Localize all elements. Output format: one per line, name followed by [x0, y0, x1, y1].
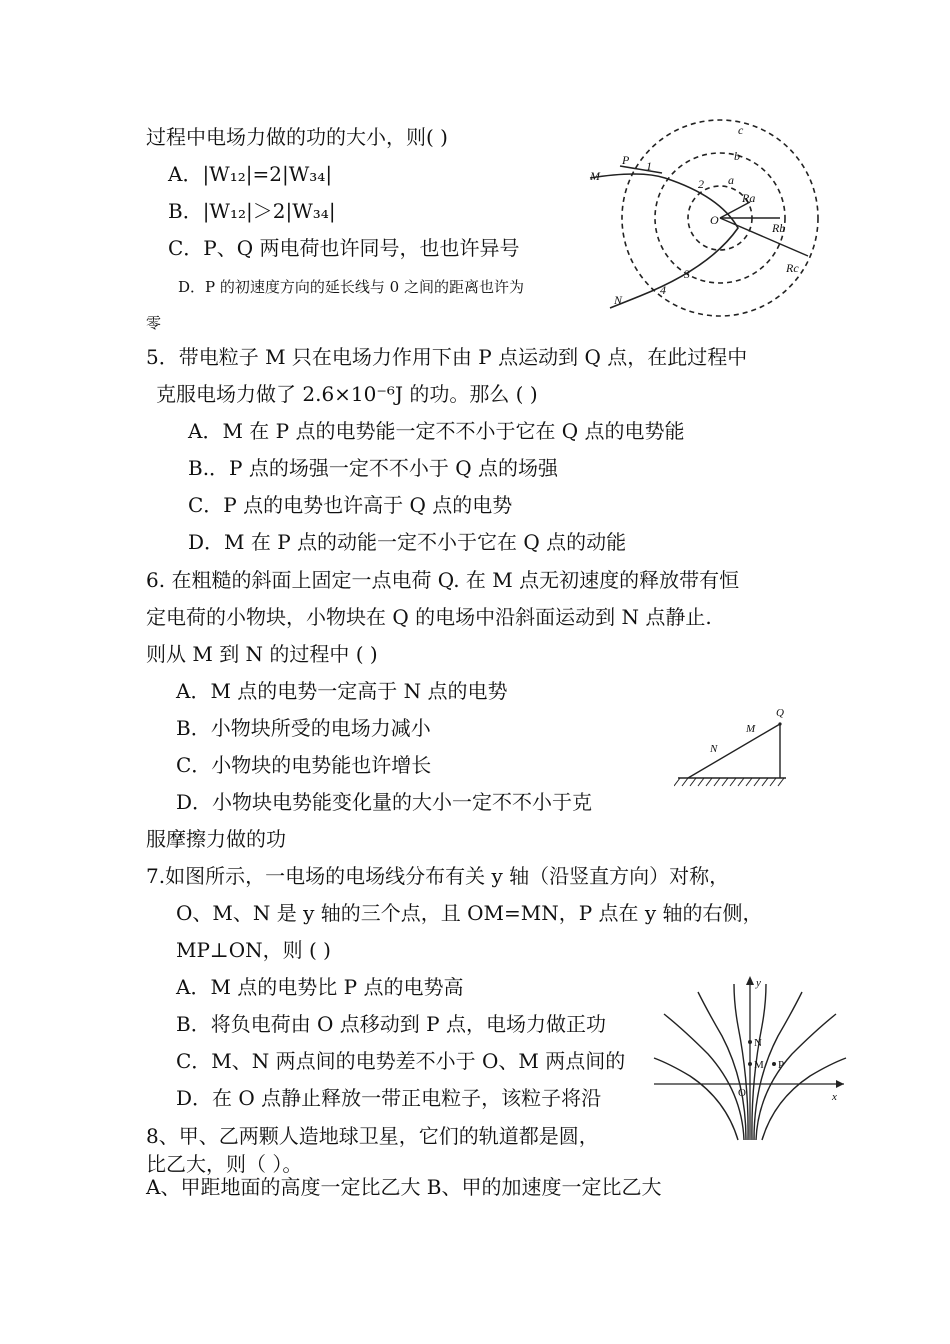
option-d-cont: 零: [146, 314, 162, 332]
question-6-cont2: 则从 M 到 N 的过程中 ( ): [146, 642, 378, 666]
fig1-label: P: [622, 153, 630, 167]
q7-option-c: C．M、N 两点间的电势差不小于 O、M 两点间的: [176, 1049, 626, 1073]
q6-option-d: D．小物块电势能变化量的大小一定不不小于克: [176, 790, 593, 814]
q7-option-d: D．在 O 点静止释放一带正电粒子，该粒子将沿: [176, 1086, 602, 1110]
q7-option-a: A．M 点的电势比 P 点的电势高: [176, 975, 464, 999]
fig1-label: Rc: [786, 261, 799, 275]
fig1-label: b: [734, 149, 740, 163]
fig3-label: N: [754, 1037, 762, 1049]
q6-option-d-cont: 服摩擦力做的功: [146, 827, 286, 851]
fig1-label: N: [614, 293, 623, 307]
incline-figure: [674, 702, 790, 792]
question-6-cont: 定电荷的小物块，小物块在 Q 的电场中沿斜面运动到 N 点静止.: [146, 605, 712, 629]
fig1-label: c: [738, 123, 744, 137]
q6-option-b: B．小物块所受的电场力减小: [176, 716, 431, 740]
question-8: 8、甲、乙两颗人造地球卫星，它们的轨道都是圆，: [146, 1124, 599, 1148]
question-7-cont2: MP⊥ON，则 ( ): [176, 938, 331, 962]
q5-option-c: C．P 点的电势也许高于 Q 点的电势: [188, 493, 513, 517]
q6-option-c: C．小物块的电势能也许增长: [176, 753, 432, 777]
fig2-label: M: [746, 723, 756, 735]
fig3-label: P: [778, 1059, 785, 1071]
fig1-label: 4: [660, 283, 666, 297]
fig1-label: 2: [698, 177, 704, 191]
question-7: 7.如图所示，一电场的电场线分布有关 y 轴（沿竖直方向）对称，: [146, 864, 730, 888]
fig1-label: 1: [646, 159, 652, 173]
fig3-label: M: [754, 1059, 764, 1071]
fig1-label: Ra: [742, 191, 756, 205]
option-d: D．P 的初速度方向的延长线与 0 之间的距离也许为: [178, 278, 524, 296]
q5-option-b: B.．P 点的场强一定不不小于 Q 点的场强: [188, 456, 558, 480]
fig3-label: y: [756, 977, 761, 989]
q6-option-a: A．M 点的电势一定高于 N 点的电势: [176, 679, 508, 703]
q7-option-b: B．将负电荷由 O 点移动到 P 点，电场力做正功: [176, 1012, 606, 1036]
option-a: A．|W₁₂|=2|W₃₄|: [168, 162, 333, 186]
equipotential-figure: [580, 118, 820, 318]
question-5-cont: 克服电场力做了 2.6×10⁻⁶J 的功。那么 ( ): [156, 382, 538, 406]
q8-options: A、甲距地面的高度一定比乙大 B、甲的加速度一定比乙大: [146, 1175, 662, 1199]
fig1-label: a: [728, 173, 734, 187]
question-8-cont: 比乙大，则（ ）。: [146, 1152, 303, 1176]
question-5: 5．带电粒子 M 只在电场力作用下由 P 点运动到 Q 点，在此过程中: [146, 345, 748, 369]
question-7-cont: O、M、N 是 y 轴的三个点，且 OM=MN，P 点在 y 轴的右侧，: [176, 901, 763, 925]
field-lines-figure: [646, 972, 856, 1142]
option-b: B．|W₁₂|＞2|W₃₄|: [168, 199, 336, 223]
fig1-label: O: [710, 213, 719, 227]
fig2-label: N: [710, 743, 718, 755]
fig2-label: Q: [776, 707, 784, 719]
text-line: 过程中电场力做的功的大小，则( ): [146, 125, 448, 149]
option-c: C．P、Q 两电荷也许同号，也也许异号: [168, 236, 520, 260]
fig1-label: M: [590, 169, 600, 183]
q5-option-d: D．M 在 P 点的动能一定不小于它在 Q 点的动能: [188, 530, 627, 554]
fig3-label: x: [832, 1091, 837, 1103]
fig1-label: 3: [684, 267, 690, 281]
q5-option-a: A．M 在 P 点的电势能一定不不小于它在 Q 点的电势能: [188, 419, 685, 443]
fig1-label: Rb: [772, 221, 786, 235]
question-6: 6. 在粗糙的斜面上固定一点电荷 Q. 在 M 点无初速度的释放带有恒: [146, 568, 740, 592]
fig3-label: O: [738, 1087, 746, 1099]
